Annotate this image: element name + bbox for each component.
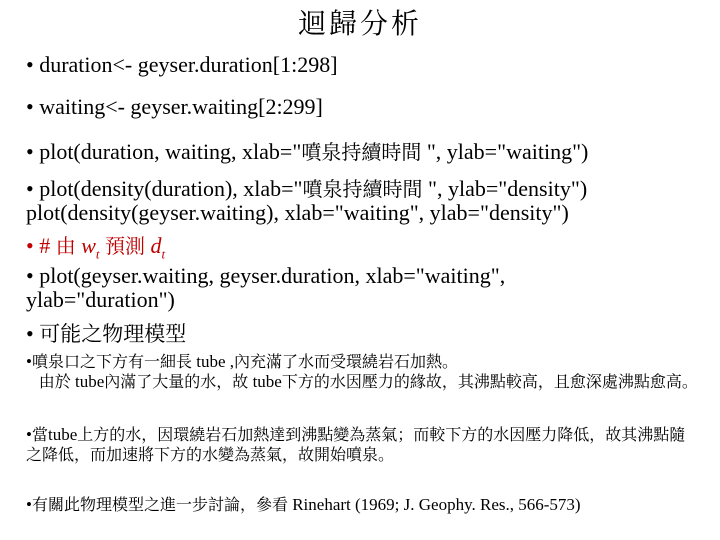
bullet-marker: • xyxy=(26,52,34,77)
comment-text: 預測 xyxy=(105,234,146,258)
para-text: tube xyxy=(70,372,105,391)
code-text: plot(density(geyser.waiting), xlab="waiting", ylab="density") xyxy=(26,200,569,225)
math-subscript: t xyxy=(95,246,100,262)
bullet-marker: • xyxy=(26,263,34,288)
bullet-marker: • xyxy=(26,425,32,444)
bullet-physical-model xyxy=(26,318,186,348)
math-var: w xyxy=(81,233,96,258)
bullet-duration xyxy=(26,52,338,78)
para-text: 內充滿了水而受環繞岩石加熱。 xyxy=(234,352,459,371)
paragraph-reference xyxy=(26,495,701,515)
para-text: tube xyxy=(47,425,78,444)
para-text: tube , xyxy=(191,352,234,371)
bullet-marker: • xyxy=(26,176,34,201)
para-text: 當 xyxy=(31,425,48,444)
math-subscript: t xyxy=(161,246,166,262)
para-text: 噴泉口之下方有一細長 xyxy=(31,352,192,371)
code-text: duration<- geyser.duration[1:298] xyxy=(39,52,338,77)
bullet-plot-scatter xyxy=(26,136,588,165)
bullet-marker: • xyxy=(26,495,32,514)
para-text: 內滿了大量的水，故 xyxy=(104,372,249,391)
bullet-plot-waiting-duration xyxy=(26,264,586,312)
code-text: ", ylab="density") xyxy=(422,176,588,201)
code-text: plot(geyser.waiting, geyser.duration, xlab="waiting", ylab="duration") xyxy=(26,263,506,312)
bullet-marker: • xyxy=(26,352,32,371)
paragraph-steam-mechanism xyxy=(26,425,701,465)
reference-citation: Rinehart (1969; J. Geophy. Res., 566-573) xyxy=(287,495,581,514)
bullet-marker: • xyxy=(26,94,34,119)
comment-text: 由 xyxy=(55,234,76,258)
para-text: 有關此物理模型之進一步討論，參看 xyxy=(31,495,288,514)
code-text: plot(density(duration), xlab=" xyxy=(39,176,303,201)
math-w xyxy=(81,233,100,262)
bullet-marker: • xyxy=(26,233,34,258)
bullet-predict-comment xyxy=(26,230,165,262)
math-d xyxy=(150,233,166,262)
slide-title: 迴歸分析 xyxy=(297,7,422,40)
comment-hash: # xyxy=(39,233,56,258)
code-text-cjk: 噴泉持續時間 xyxy=(301,140,422,164)
bullet-marker: • xyxy=(26,321,34,346)
bullet-plot-density xyxy=(26,177,706,225)
code-text: plot(duration, waiting, xlab=" xyxy=(39,139,302,164)
para-text: 由於 xyxy=(38,372,71,391)
para-text: 下方的水因壓力的緣故，其沸點較高，且愈深處沸點愈高。 xyxy=(281,372,698,391)
code-text-cjk: 噴泉持續時間 xyxy=(302,177,423,201)
math-var: d xyxy=(150,233,162,258)
bullet-waiting xyxy=(26,94,323,120)
code-text: waiting<- geyser.waiting[2:299] xyxy=(39,94,323,119)
code-text: ", ylab="waiting") xyxy=(421,139,589,164)
section-heading: 可能之物理模型 xyxy=(39,322,187,346)
paragraph-tube-description xyxy=(26,352,701,392)
para-text: 上方的水，因環繞岩石加熱達到沸點變為蒸氣；而較下方的水因壓力降低，故其沸點隨之降低，而加速將下方的水變為蒸氣，故開始噴泉。 xyxy=(26,425,686,464)
bullet-marker: • xyxy=(26,139,34,164)
para-text: tube xyxy=(248,372,282,391)
